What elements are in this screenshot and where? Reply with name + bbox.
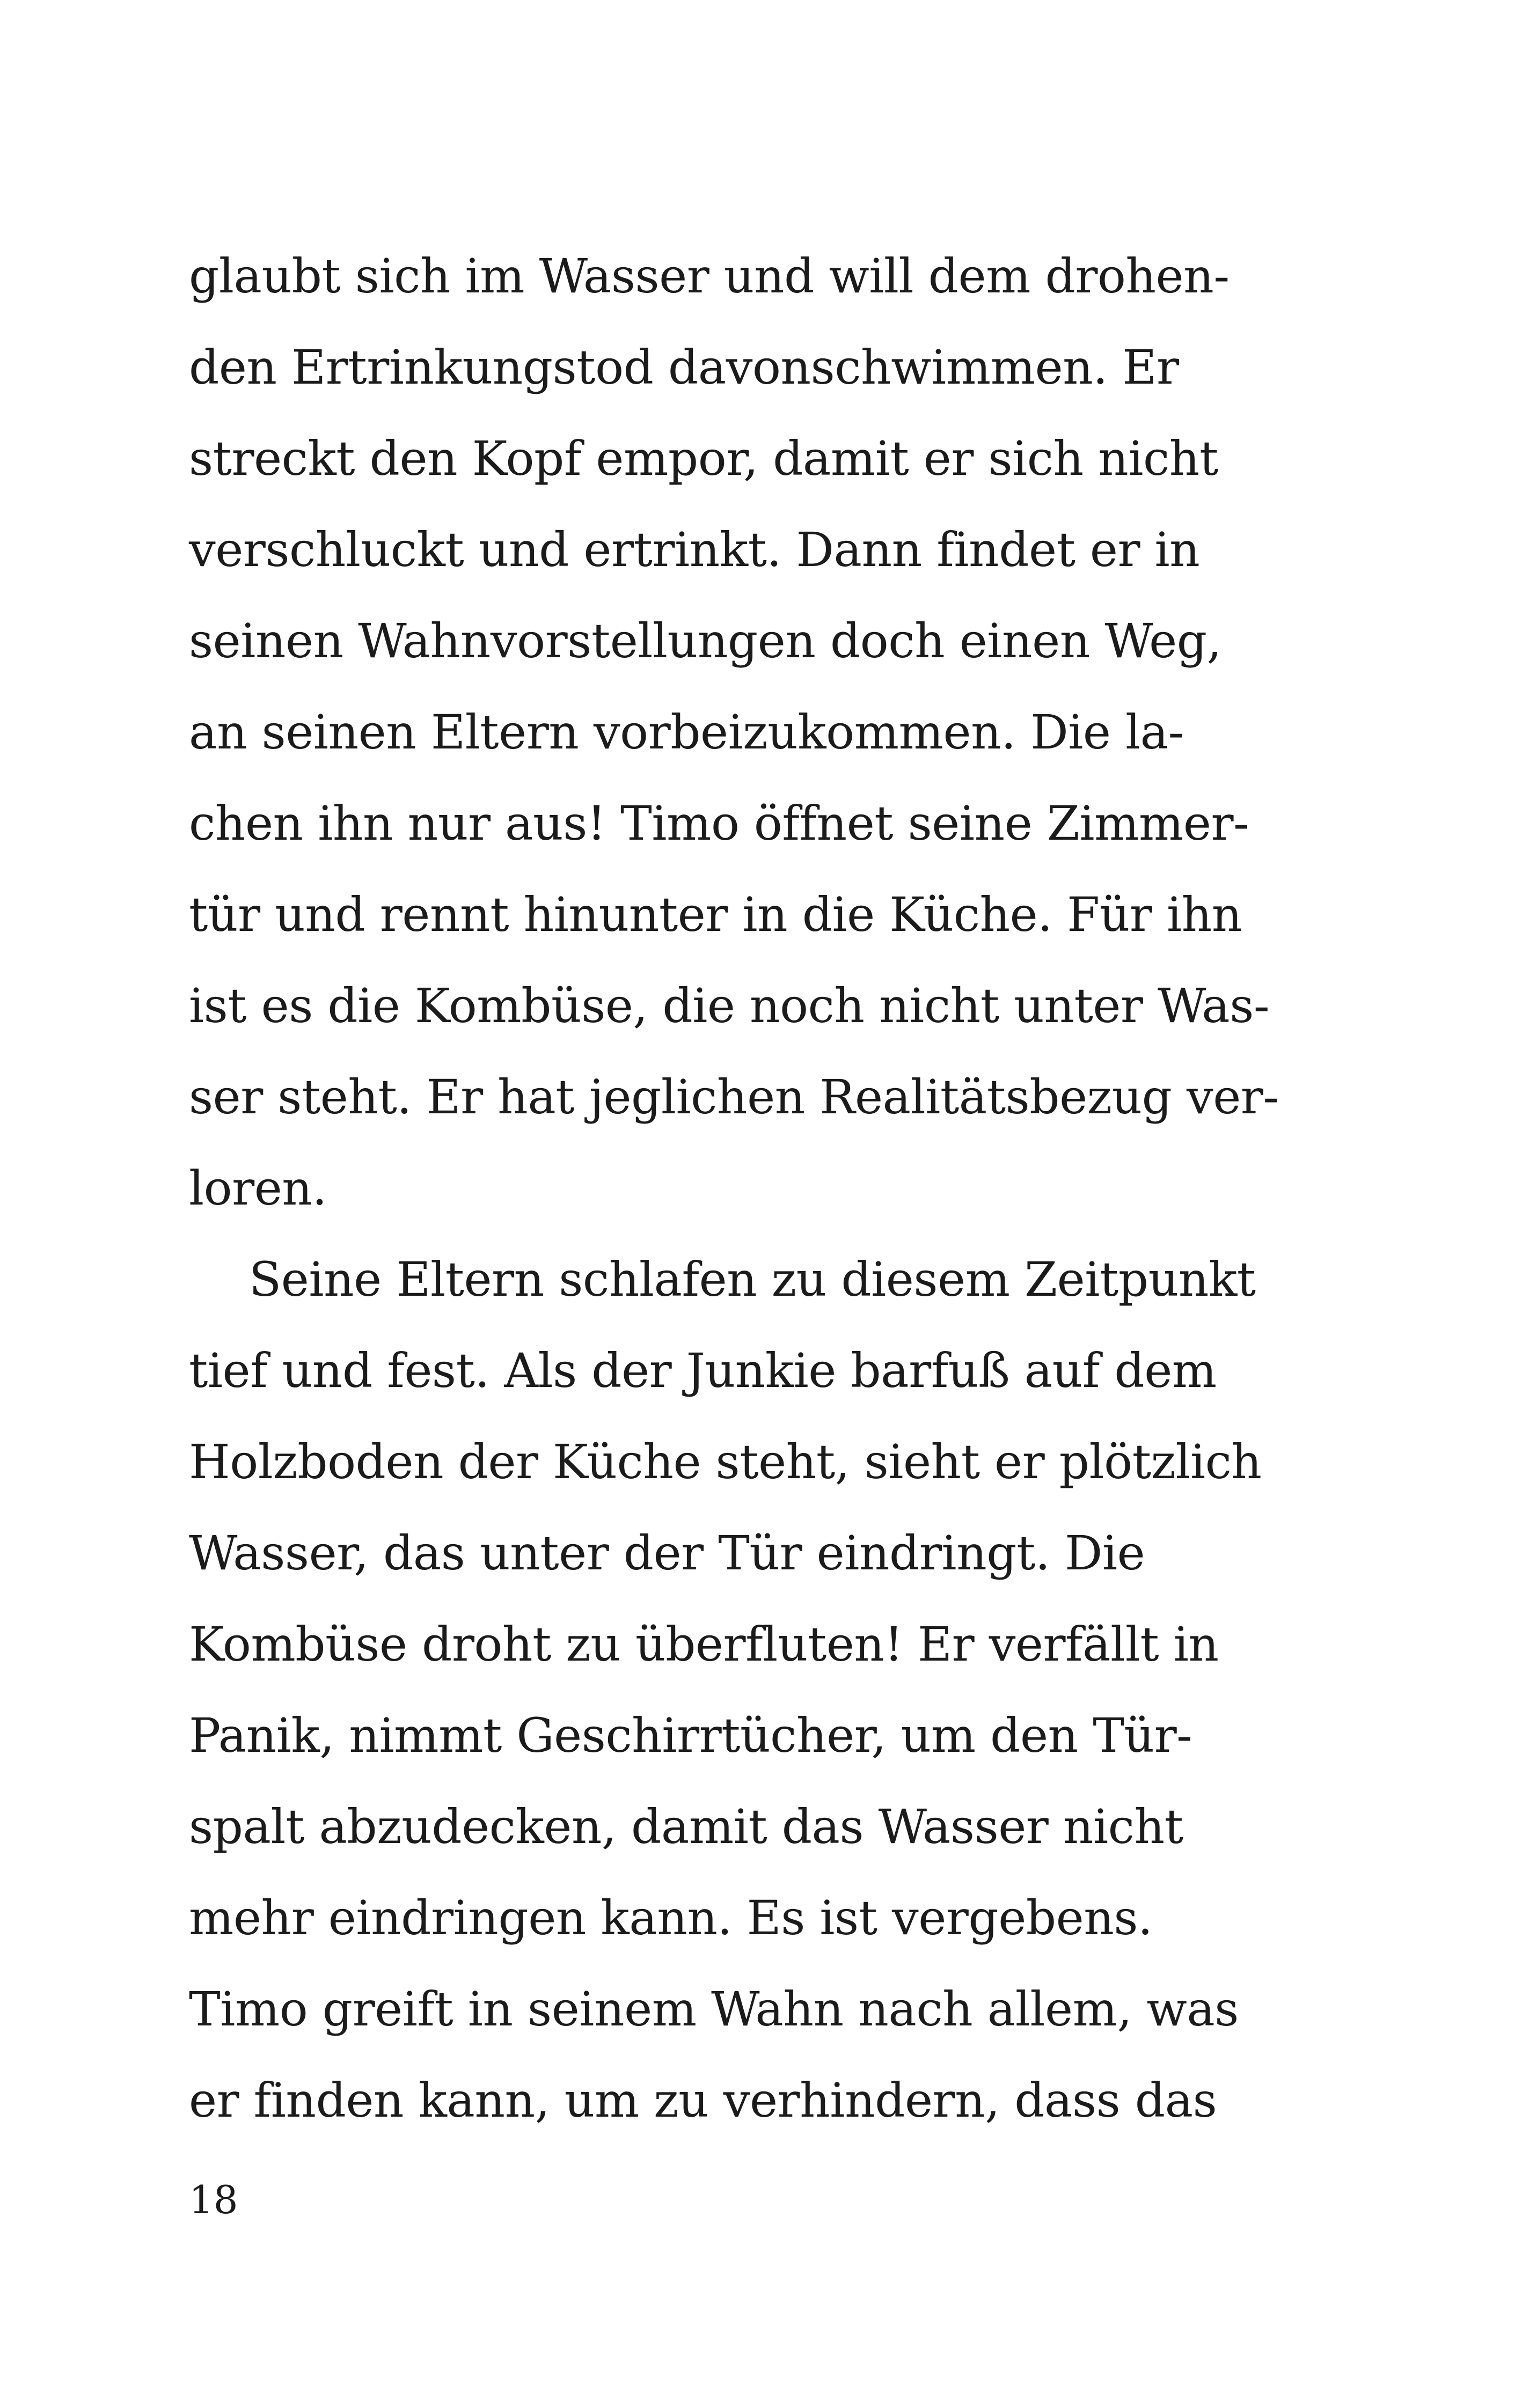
text-line: seinen Wahnvorstellungen doch einen Weg, <box>189 613 1221 669</box>
text-line: Panik, nimmt Geschirrtücher, um den Tür- <box>189 1708 1192 1763</box>
text-line: Wasser, das unter der Tür eindringt. Die <box>189 1525 1145 1581</box>
text-line: Timo greift in seinem Wahn nach allem, was <box>189 1981 1239 2037</box>
text-line: ser steht. Er hat jeglichen Realitätsbezug ver- <box>189 1069 1279 1125</box>
body-text <box>189 231 1294 2146</box>
text-line: glaubt sich im Wasser und will dem drohen- <box>189 248 1230 304</box>
text-line: tür und rennt hinunter in die Küche. Für ihn <box>189 887 1242 942</box>
text-line: spalt abzudecken, damit das Wasser nicht <box>189 1799 1183 1854</box>
text-line: er finden kann, um zu verhindern, dass das <box>189 2073 1217 2128</box>
text-line: den Ertrinkungstod davonschwimmen. Er <box>189 340 1179 395</box>
text-line: verschluckt und ertrinkt. Dann findet er in <box>189 522 1200 577</box>
text-line: Kombüse droht zu überfluten! Er verfällt in <box>189 1617 1219 1672</box>
text-line: an seinen Eltern vorbeizukommen. Die la- <box>189 704 1184 760</box>
text-line: ist es die Kombüse, die noch nicht unter Was- <box>189 978 1270 1033</box>
text-line: mehr eindringen kann. Es ist vergebens. <box>189 1890 1153 1946</box>
text-line: tief und fest. Als der Junkie barfuß auf dem <box>189 1343 1217 1398</box>
text-line: streckt den Kopf empor, damit er sich nicht <box>189 431 1218 486</box>
text-line: chen ihn nur aus! Timo öffnet seine Zimmer- <box>189 796 1249 851</box>
text-line: loren. <box>189 1161 327 1216</box>
paragraph-start-line: Seine Eltern schlafen zu diesem Zeitpunkt <box>249 1252 1256 1307</box>
page-number: 18 <box>189 2177 238 2222</box>
text-line: Holzboden der Küche steht, sieht er plötzlich <box>189 1434 1262 1489</box>
